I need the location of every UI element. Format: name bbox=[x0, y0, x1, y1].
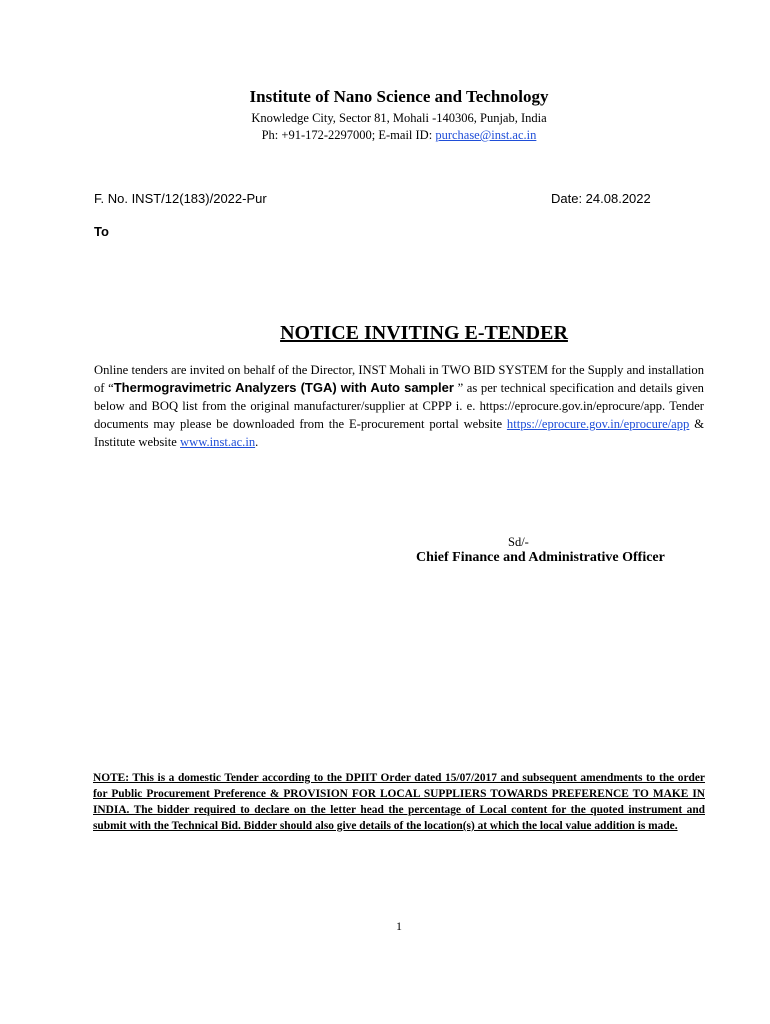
eprocure-portal-link[interactable]: https://eprocure.gov.in/eprocure/app bbox=[506, 417, 690, 431]
institute-website-link[interactable]: www.inst.ac.in bbox=[180, 435, 256, 449]
notice-body-end: . bbox=[255, 435, 259, 449]
institute-name: Institute of Nano Science and Technology bbox=[249, 87, 549, 106]
signature-sd: Sd/- bbox=[508, 535, 529, 549]
page-number: 1 bbox=[396, 919, 402, 933]
institute-address: Knowledge City, Sector 81, Mohali -140306, Punjab, India bbox=[251, 111, 547, 125]
notice-body bbox=[94, 361, 704, 451]
institute-contact bbox=[0, 128, 770, 143]
notice-body-intro: Online tenders are invited on behalf of the Director, INST Mohali in TWO BID SYSTEM for the Supply and installation of “ bbox=[94, 363, 704, 395]
notice-body-website-text: & Institute website bbox=[94, 417, 704, 449]
letter-date: Date: 24.08.2022 bbox=[551, 191, 651, 206]
notice-title: NOTICE INVITING E-TENDER bbox=[280, 322, 568, 344]
signatory-designation: Chief Finance and Administrative Officer bbox=[416, 550, 665, 565]
email-link[interactable]: purchase@inst.ac.in bbox=[435, 128, 537, 142]
addressee-to: To bbox=[94, 224, 109, 239]
contact-phone-text: Ph: +91-172-2297000; E-mail ID: bbox=[261, 128, 436, 142]
tender-item-name: Thermogravimetric Analyzers (TGA) with Auto sampler bbox=[113, 380, 454, 395]
domestic-tender-note: NOTE: This is a domestic Tender according to the DPIIT Order dated 15/07/2017 and subsequent amendments to the order for Public Procurement Preference & PROVISION FOR LOCAL SUPPLIERS TOWARDS PREFERENCE TO MAKE IN INDIA. The bidder required to declare on the letter head the percentage of Local content for the quoted instrument and submit with the Technical Bid. Bidder should also give details of the location(s) at which the local value addition is made. bbox=[93, 772, 705, 832]
notice-body-middle: ” as per technical specification and details given below and BOQ list from the original manufacturer/supplier at CPPP i. e. https://eprocure.gov.in/eprocure/app. Tender documents may please be downloaded from the E-procurement portal website bbox=[94, 381, 704, 431]
file-number: F. No. INST/12(183)/2022-Pur bbox=[94, 191, 267, 206]
